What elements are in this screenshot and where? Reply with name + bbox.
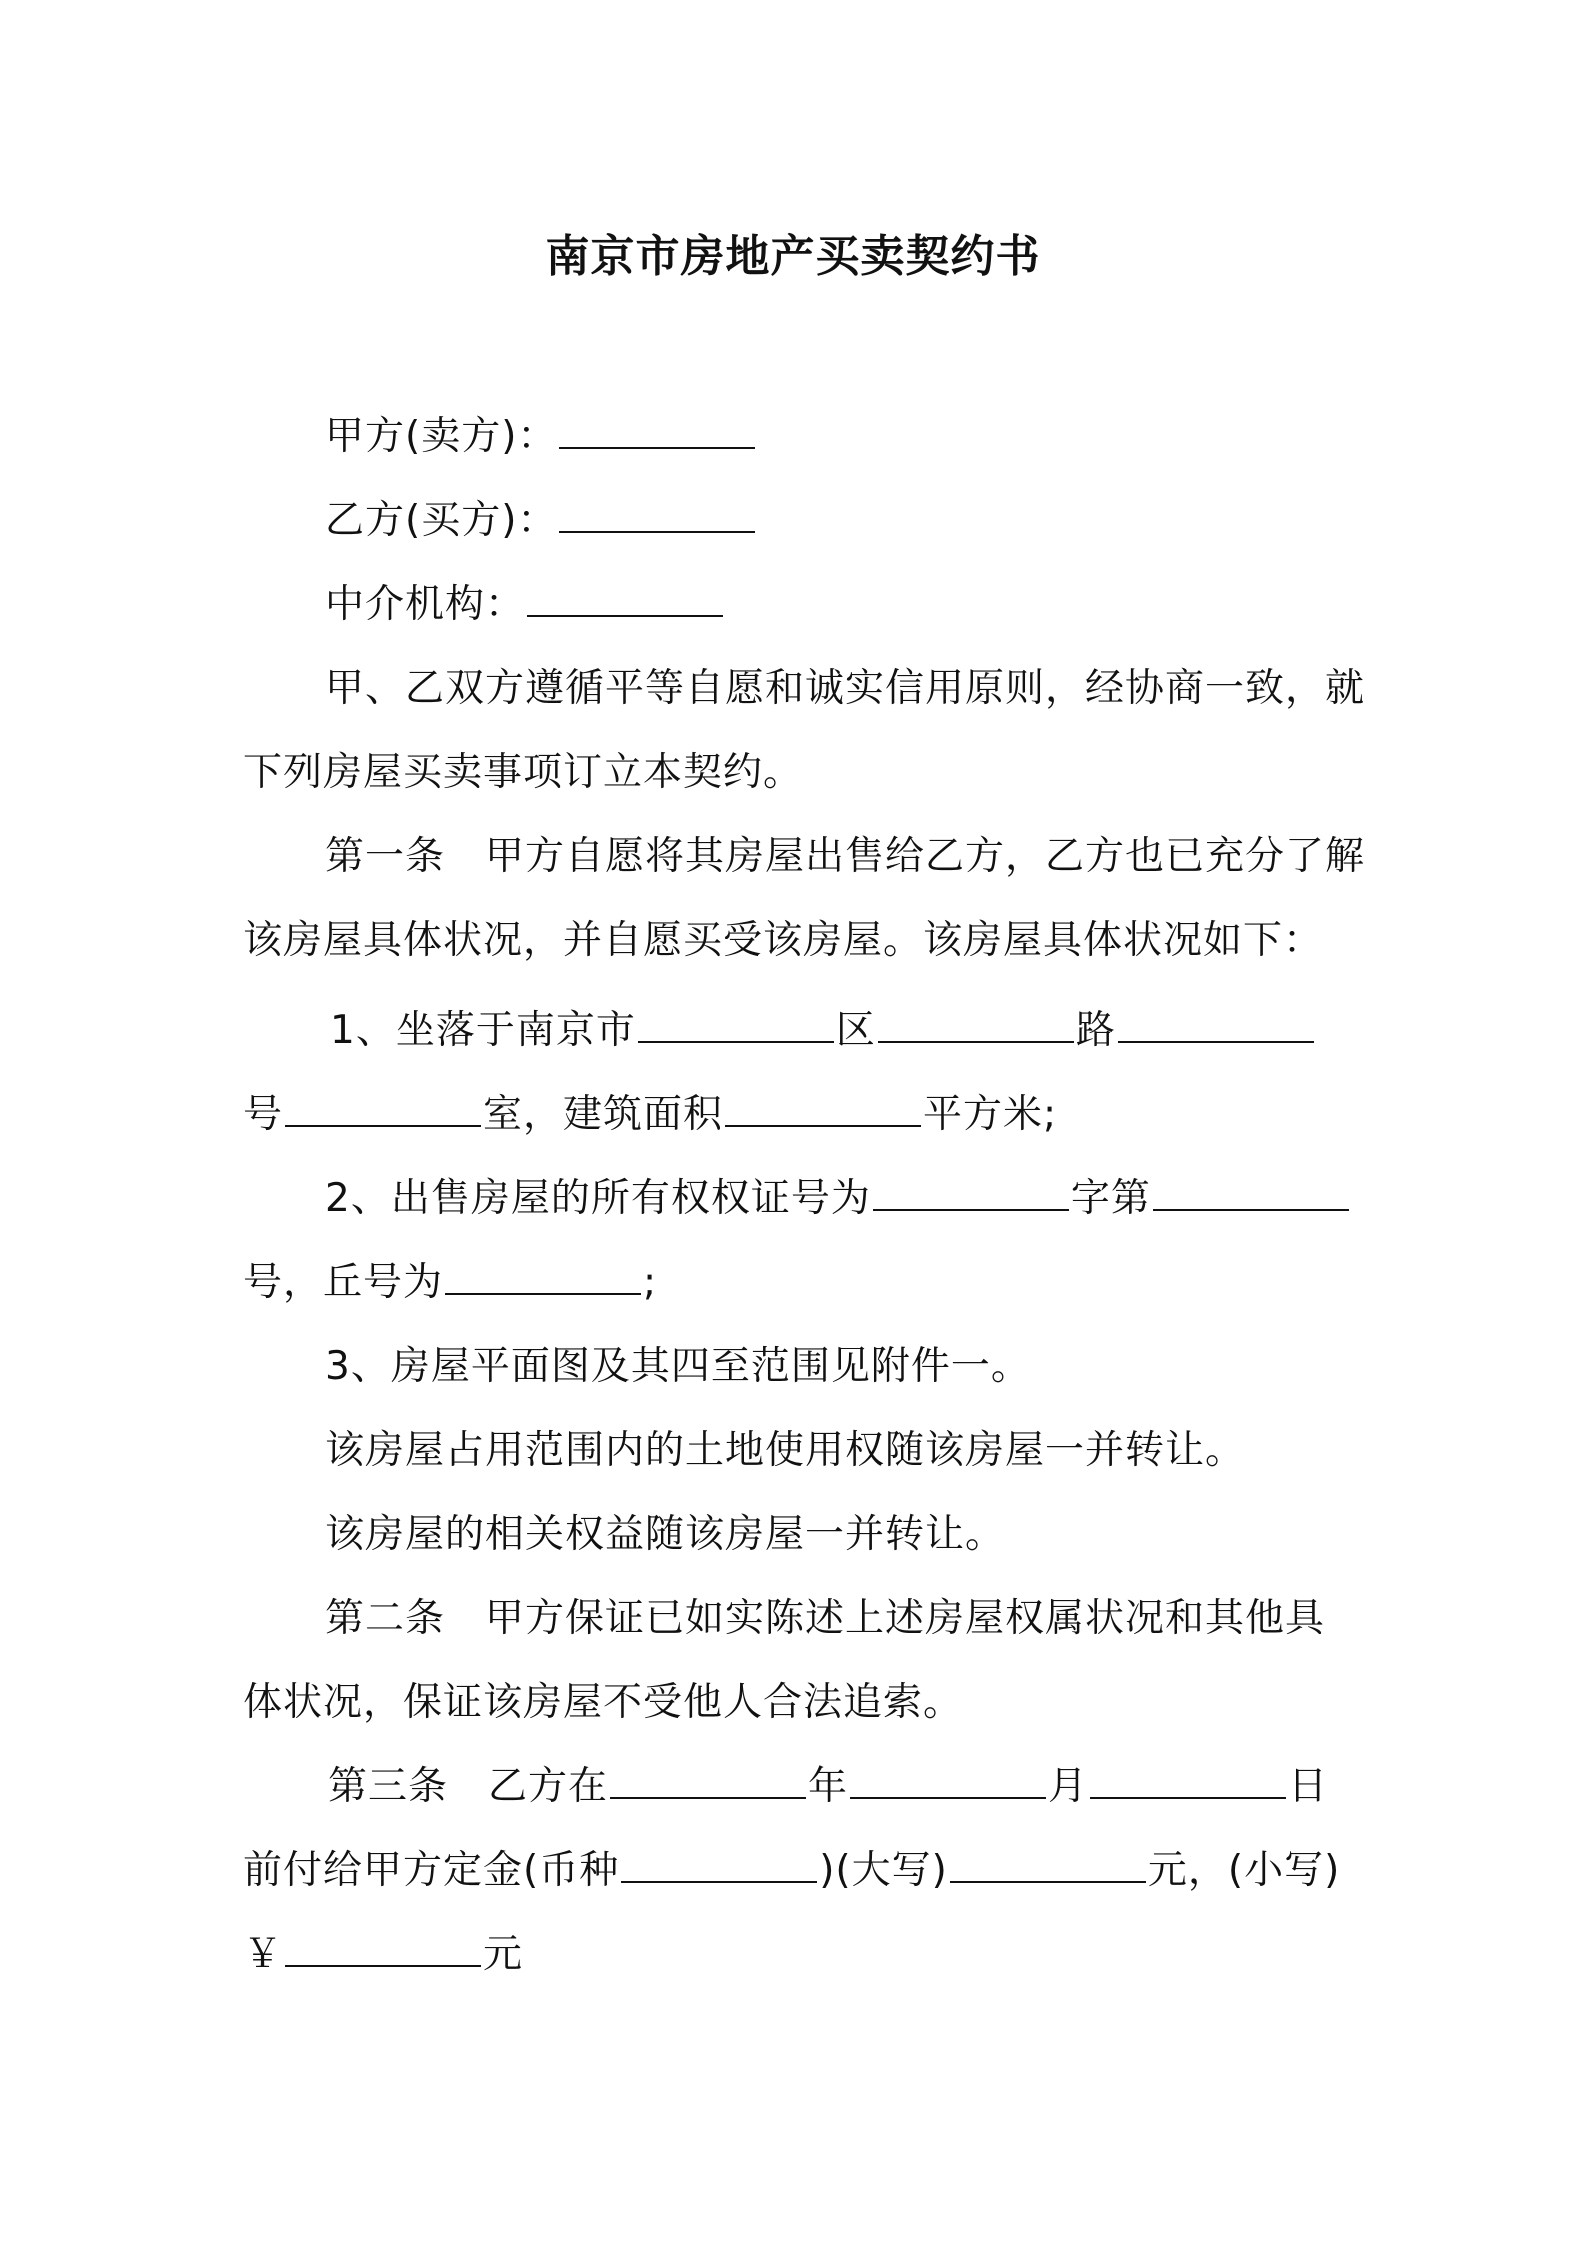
amount-words-label: )(大写) xyxy=(819,1848,948,1893)
intro-line-2: 下列房屋买卖事项订立本契约。 xyxy=(243,750,804,795)
land-use-line: 该房屋占用范围内的土地使用权随该房屋一并转让。 xyxy=(325,1428,1246,1473)
number-blank[interactable] xyxy=(1118,1007,1314,1043)
area-blank[interactable] xyxy=(725,1091,921,1127)
item-2-serial-label: 字第 xyxy=(1070,1176,1151,1221)
item-1-road-label: 路 xyxy=(1075,1008,1116,1053)
month-label: 月 xyxy=(1048,1764,1089,1809)
article-2-text-1: 甲方保证已如实陈述上述房屋权属状况和其他具 xyxy=(485,1596,1326,1641)
item-1-line-1 xyxy=(330,1007,1316,1055)
article-3-text-a: 乙方在 xyxy=(488,1764,609,1809)
item-2-end: ; xyxy=(643,1260,658,1305)
article-1-line-2: 该房屋具体状况，并自愿买受该房屋。该房屋具体状况如下： xyxy=(243,918,1324,963)
month-blank[interactable] xyxy=(850,1763,1046,1799)
party-a-line xyxy=(325,413,757,461)
party-b-label: 乙方(买方)： xyxy=(325,498,558,543)
article-3-line-3 xyxy=(243,1931,523,1979)
item-1-location-label: 1、坐落于南京市 xyxy=(330,1008,636,1053)
room-blank[interactable] xyxy=(285,1091,481,1127)
yuan-symbol: ￥ xyxy=(243,1932,284,1977)
day-label: 日 xyxy=(1288,1764,1329,1809)
intro-line-1: 甲、乙双方遵循平等自愿和诚实信用原则，经协商一致，就 xyxy=(325,666,1366,711)
yuan-label: 元 xyxy=(483,1932,524,1977)
item-2-line-2 xyxy=(243,1259,657,1307)
article-2-label: 第二条 xyxy=(325,1596,446,1641)
party-a-blank[interactable] xyxy=(559,413,755,449)
article-1-label: 第一条 xyxy=(325,834,446,879)
certificate-word-blank[interactable] xyxy=(873,1175,1069,1211)
item-1-unit-label: 平方米; xyxy=(923,1092,1058,1137)
article-3-line-1 xyxy=(328,1763,1328,1811)
agency-blank[interactable] xyxy=(527,581,723,617)
year-blank[interactable] xyxy=(610,1763,806,1799)
currency-blank[interactable] xyxy=(621,1847,817,1883)
item-2-parcel-label: 号，丘号为 xyxy=(243,1260,444,1305)
district-blank[interactable] xyxy=(638,1007,834,1043)
certificate-number-blank[interactable] xyxy=(1153,1175,1349,1211)
day-blank[interactable] xyxy=(1090,1763,1286,1799)
item-2-line-1 xyxy=(325,1175,1351,1223)
deposit-currency-label: 前付给甲方定金(币种 xyxy=(243,1848,620,1893)
agency-line xyxy=(325,581,725,629)
article-2-line-1 xyxy=(325,1595,1325,1643)
item-1-area-label: 室，建筑面积 xyxy=(483,1092,724,1137)
article-3-label: 第三条 xyxy=(328,1764,449,1809)
item-3-line: 3、房屋平面图及其四至范围见附件一。 xyxy=(325,1344,1031,1389)
party-b-blank[interactable] xyxy=(559,497,755,533)
agency-label: 中介机构： xyxy=(325,582,526,627)
item-1-district-label: 区 xyxy=(835,1008,876,1053)
item-1-line-2 xyxy=(243,1091,1057,1139)
year-label: 年 xyxy=(808,1764,849,1809)
item-2-certificate-label: 2、出售房屋的所有权权证号为 xyxy=(325,1176,871,1221)
article-1-line-1 xyxy=(325,833,1365,881)
article-3-line-2 xyxy=(243,1847,1340,1895)
amount-figures-blank[interactable] xyxy=(285,1931,481,1967)
amount-figures-label: 元，(小写) xyxy=(1147,1848,1341,1893)
amount-words-blank[interactable] xyxy=(950,1847,1146,1883)
party-b-line xyxy=(325,497,757,545)
party-a-label: 甲方(卖方)： xyxy=(325,414,558,459)
document-title: 南京市房地产买卖契约书 xyxy=(545,231,1041,282)
article-1-text-1: 甲方自愿将其房屋出售给乙方，乙方也已充分了解 xyxy=(485,834,1366,879)
parcel-number-blank[interactable] xyxy=(445,1259,641,1295)
item-1-number-label: 号 xyxy=(243,1092,284,1137)
rights-line: 该房屋的相关权益随该房屋一并转让。 xyxy=(325,1512,1006,1557)
road-blank[interactable] xyxy=(878,1007,1074,1043)
article-2-line-2: 体状况，保证该房屋不受他人合法追索。 xyxy=(243,1680,964,1725)
